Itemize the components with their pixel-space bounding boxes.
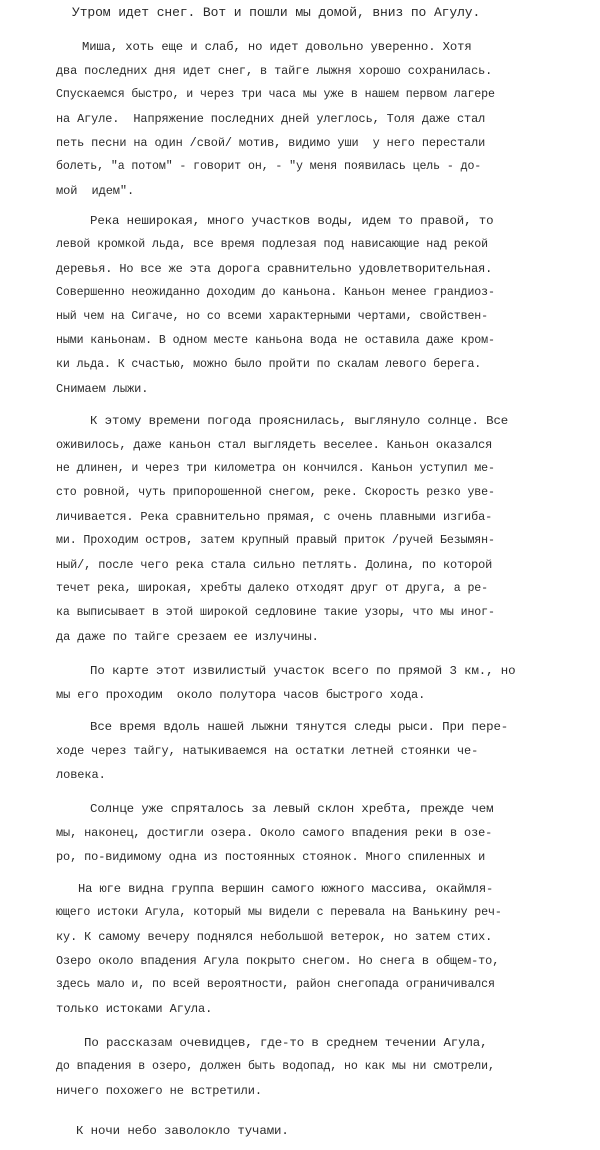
- text-line: течет река, широкая, хребты далеко отходят друг от друга, а ре-: [56, 582, 489, 595]
- text-line: оживилось, даже каньон стал выглядеть веселее. Каньон оказался: [56, 438, 493, 452]
- text-line: ка выписывает в этой широкой седловине такие узоры, что мы иног-: [56, 606, 495, 619]
- text-line: ный/, после чего река стала сильно петлять. Долина, по которой: [56, 558, 493, 572]
- text-line: здесь мало и, по всей вероятности, район снегопада ограничивался: [56, 978, 495, 991]
- text-line: да даже по тайге срезаем ее излучины.: [56, 630, 319, 644]
- text-line: ходе через тайгу, натыкиваемся на остатки летней стоянки че-: [56, 744, 479, 758]
- text-line: мой идем".: [56, 184, 135, 198]
- text-line: мы, наконец, достигли озера. Около самого впадения реки в озе-: [56, 826, 493, 840]
- text-line: сто ровной, чуть припорошенной снегом, реке. Скорость резко уве-: [56, 486, 495, 499]
- text-line: ро, по-видимому одна из постоянных стоянок. Много спиленных и: [56, 850, 486, 864]
- text-line: мы его проходим около полутора часов быстрого хода.: [56, 688, 426, 702]
- text-line: Миша, хоть еще и слаб, но идет довольно уверенно. Хотя: [82, 40, 472, 54]
- text-line: ющего истоки Агула, который мы видели с перевала на Ванькину реч-: [56, 906, 502, 919]
- text-line: до впадения в озеро, должен быть водопад, но как мы ни смотрели,: [56, 1060, 495, 1073]
- text-line: деревья. Но все же эта дорога сравнительно удовлетворительная.: [56, 262, 493, 276]
- text-line: Утром идет снег. Вот и пошли мы домой, вниз по Агулу.: [72, 5, 481, 20]
- text-line: болеть, "а потом" - говорит он, - "у меня появилась цель - до-: [56, 160, 482, 173]
- text-line: личивается. Река сравнительно прямая, с очень плавными изгиба-: [56, 510, 493, 524]
- text-line: ку. К самому вечеру поднялся небольшой ветерок, но затем стих.: [56, 930, 493, 944]
- text-line: Озеро около впадения Агула покрыто снегом. Но снега в общем-то,: [56, 954, 500, 968]
- text-line: петь песни на один /свой/ мотив, видимо уши у него перестали: [56, 136, 486, 150]
- text-line: На юге видна группа вершин самого южного массива, окаймля-: [78, 882, 494, 896]
- text-line: на Агуле. Напряжение последних дней улеглось, Толя даже стал: [56, 112, 486, 126]
- text-line: ловека.: [56, 768, 106, 782]
- text-line: К этому времени погода прояснилась, выглянуло солнце. Все: [90, 414, 509, 428]
- text-line: Река неширокая, много участков воды, идем то правой, то: [90, 214, 494, 228]
- text-line: К ночи небо заволокло тучами.: [76, 1124, 289, 1138]
- text-line: два последних дня идет снег, в тайге лыжня хорошо сохранилась.: [56, 64, 493, 78]
- text-line: левой кромкой льда, все время подлезая под нависающие над рекой: [56, 238, 489, 251]
- text-line: ми. Проходим остров, затем крупный правый приток /ручей Безымян-: [56, 534, 495, 547]
- text-line: Совершенно неожиданно доходим до каньона. Каньон менее грандиоз-: [56, 286, 495, 299]
- text-line: Снимаем лыжи.: [56, 382, 149, 396]
- text-line: По карте этот извилистый участок всего по прямой 3 км., но: [90, 664, 516, 678]
- text-line: Солнце уже спряталось за левый склон хребта, прежде чем: [90, 802, 494, 816]
- text-line: ки льда. К счастью, можно было пройти по скалам левого берега.: [56, 358, 482, 371]
- text-line: ничего похожего не встретили.: [56, 1084, 262, 1098]
- text-line: ный чем на Сигаче, но со всеми характерными чертами, свойствен-: [56, 310, 489, 323]
- text-line: По рассказам очевидцев, где-то в среднем течении Агула,: [84, 1036, 488, 1050]
- text-line: ными каньонам. В одном месте каньона вода не оставила даже кром-: [56, 334, 495, 347]
- text-line: Все время вдоль нашей лыжни тянутся следы рыси. При пере-: [90, 720, 509, 734]
- text-line: не длинен, и через три километра он кончился. Каньон уступил ме-: [56, 462, 495, 475]
- text-line: только истоками Агула.: [56, 1002, 213, 1016]
- text-line: Спускаемся быстро, и через три часа мы уже в нашем первом лагере: [56, 88, 495, 101]
